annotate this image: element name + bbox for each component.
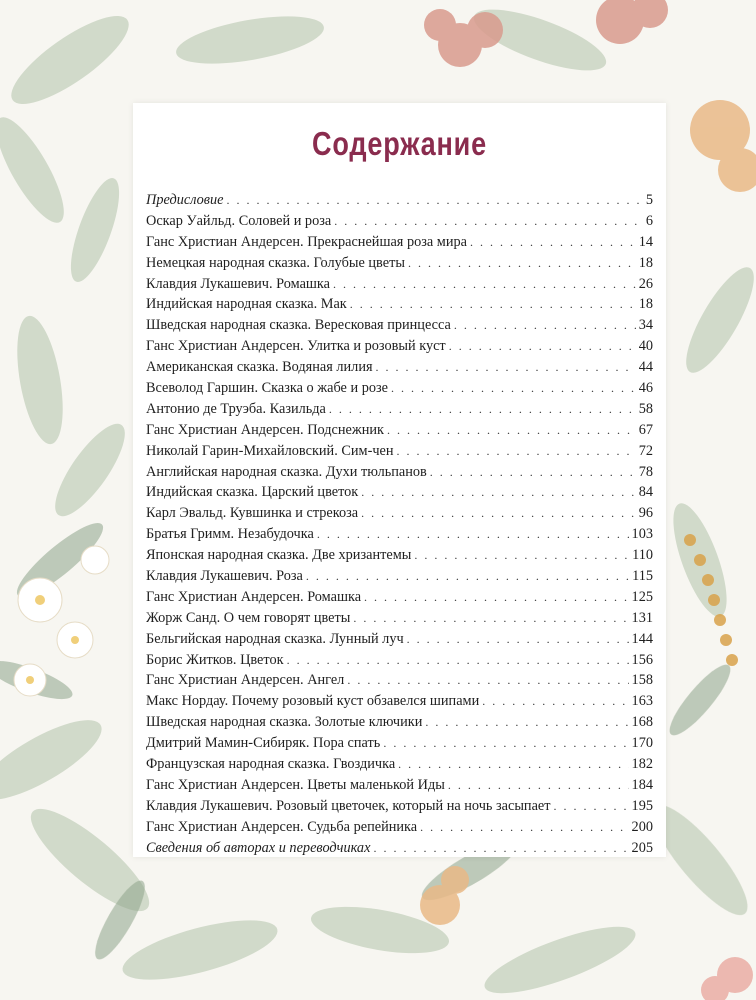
entry-author: Жорж Санд . — [146, 610, 224, 626]
leader-dots — [353, 611, 628, 626]
leader-dots — [376, 360, 636, 375]
entry-page: 144 — [631, 630, 653, 647]
entry-story: Цветы маленькой Иды — [307, 776, 445, 793]
entry-page: 46 — [638, 380, 653, 397]
entry-text — [146, 338, 446, 355]
toc-entry[interactable] — [146, 213, 653, 234]
entry-author: Индийская народная сказка . — [146, 296, 321, 312]
toc-back-entry[interactable] — [146, 840, 653, 861]
entry-story: Лунный луч — [329, 630, 404, 647]
entry-text — [146, 672, 344, 689]
entry-author: Клавдия Лукашевич . — [146, 276, 276, 292]
entry-page: 58 — [638, 400, 653, 417]
leader-dots — [449, 339, 636, 354]
entry-text — [146, 296, 347, 313]
toc-entry[interactable] — [146, 672, 653, 693]
entry-text — [146, 255, 405, 272]
toc-entry[interactable] — [146, 568, 653, 589]
entry-text — [146, 505, 358, 522]
entry-author: Ганс Христиан Андерсен . — [146, 234, 307, 250]
entry-page: 184 — [631, 776, 653, 793]
entry-page: 26 — [638, 275, 653, 292]
entry-author: Французская народная сказка . — [146, 756, 333, 772]
toc-entry[interactable] — [146, 359, 653, 380]
entry-page: 158 — [631, 672, 653, 689]
toc-entry[interactable] — [146, 338, 653, 359]
entry-page: 200 — [631, 818, 653, 835]
entry-text — [146, 610, 350, 627]
entry-story: Золотые ключики — [314, 714, 423, 731]
entry-author: Ганс Христиан Андерсен . — [146, 777, 307, 793]
entry-story: Мак — [320, 296, 347, 313]
entry-text — [146, 819, 417, 836]
leader-dots — [448, 778, 629, 793]
entry-page: 205 — [631, 839, 653, 856]
entry-author: Макс Нордау . — [146, 693, 232, 709]
entry-author: Немецкая народная сказка . — [146, 255, 314, 271]
entry-story: Две хризантемы — [312, 547, 412, 564]
entry-text — [146, 631, 404, 648]
leader-dots — [287, 653, 629, 668]
entry-text — [146, 589, 361, 606]
entry-story: Сим-чен — [341, 442, 394, 459]
leader-dots — [420, 820, 628, 835]
entry-author: Карл Эвальд . — [146, 505, 230, 521]
entry-story: Ромашка — [276, 275, 331, 292]
entry-author: Японская народная сказка . — [146, 547, 312, 563]
entry-author: Ганс Христиан Андерсен . — [146, 338, 307, 354]
leader-dots — [425, 715, 628, 730]
leader-dots — [334, 214, 643, 229]
table-of-contents — [146, 192, 653, 861]
entry-text — [146, 213, 331, 230]
entry-page: 40 — [638, 338, 653, 355]
entry-story: Почему розовый куст обзавелся шипами — [231, 693, 480, 710]
toc-entries — [146, 213, 653, 840]
leader-dots — [347, 673, 628, 688]
entry-page: 131 — [631, 609, 653, 626]
entry-title: Сведения об авторах и переводчиках — [146, 839, 371, 856]
entry-text — [146, 276, 330, 293]
entry-text — [146, 484, 358, 501]
toc-front-entry[interactable] — [146, 192, 653, 213]
entry-story: Духи тюльпанов — [325, 463, 427, 480]
leader-dots — [373, 841, 628, 856]
entry-author: Оскар Уайльд . — [146, 213, 239, 229]
entry-story: Ромашка — [307, 588, 362, 605]
entry-text — [146, 422, 384, 439]
leader-dots — [350, 297, 636, 312]
entry-story: Пора спать — [313, 735, 381, 752]
entry-story: Водяная лилия — [282, 359, 373, 376]
entry-page: 78 — [638, 463, 653, 480]
entry-page: 14 — [638, 233, 653, 250]
entry-story: Незабудочка — [237, 526, 314, 543]
toc-entry[interactable] — [146, 547, 653, 568]
entry-author: Всеволод Гаршин . — [146, 380, 262, 396]
toc-entry[interactable] — [146, 777, 653, 798]
toc-entry[interactable] — [146, 693, 653, 714]
toc-entry[interactable] — [146, 296, 653, 317]
leader-dots — [408, 256, 636, 271]
entry-page: 6 — [645, 212, 653, 229]
leader-dots — [361, 506, 636, 521]
toc-entry[interactable] — [146, 610, 653, 631]
entry-text — [146, 777, 445, 794]
toc-entry[interactable] — [146, 317, 653, 338]
entry-text — [146, 735, 380, 752]
entry-page: 44 — [638, 359, 653, 376]
entry-author: Дмитрий Мамин-Сибиряк . — [146, 735, 313, 751]
leader-dots — [414, 548, 629, 563]
contents-panel — [133, 103, 666, 857]
entry-story: Гвоздичка — [333, 756, 396, 773]
leader-dots — [226, 193, 642, 208]
toc-entry[interactable] — [146, 234, 653, 255]
toc-entry[interactable] — [146, 652, 653, 673]
toc-entry[interactable] — [146, 464, 653, 485]
entry-author: Николай Гарин-Михайловский . — [146, 443, 341, 459]
entry-author: Клавдия Лукашевич . — [146, 798, 276, 814]
entry-text — [146, 714, 422, 731]
leader-dots — [364, 590, 629, 605]
entry-page: 170 — [631, 735, 653, 752]
entry-author: Американская сказка . — [146, 359, 282, 375]
entry-story: Вересковая принцесса — [314, 317, 451, 334]
leader-dots — [306, 569, 629, 584]
toc-entry[interactable] — [146, 484, 653, 505]
leader-dots — [383, 736, 628, 751]
toc-entry[interactable] — [146, 526, 653, 547]
entry-page: 67 — [638, 421, 653, 438]
toc-entry[interactable] — [146, 255, 653, 276]
entry-story: Голубые цветы — [313, 254, 405, 271]
entry-page: 163 — [631, 693, 653, 710]
toc-entry[interactable] — [146, 798, 653, 819]
leader-dots — [430, 465, 636, 480]
entry-story: Розовый цветочек, который на ночь засыпает — [276, 797, 551, 814]
entry-text — [146, 568, 303, 585]
entry-page: 72 — [638, 442, 653, 459]
toc-entry[interactable] — [146, 714, 653, 735]
entry-page: 84 — [638, 484, 653, 501]
leader-dots — [391, 381, 636, 396]
page-title: Содержание — [312, 125, 487, 162]
entry-author: Шведская народная сказка . — [146, 714, 315, 730]
entry-story: Роза — [276, 568, 303, 585]
leader-dots — [329, 402, 636, 417]
entry-text — [146, 756, 395, 773]
leader-dots — [397, 444, 636, 459]
entry-text — [146, 443, 394, 460]
entry-page: 182 — [631, 756, 653, 773]
entry-story: Улитка и розовый куст — [307, 338, 446, 355]
leader-dots — [387, 423, 636, 438]
entry-story: Сказка о жабе и розе — [261, 380, 388, 397]
entry-author: Ганс Христиан Андерсен . — [146, 819, 307, 835]
entry-author: Братья Гримм . — [146, 526, 238, 542]
entry-text — [146, 547, 411, 564]
entry-text — [146, 798, 551, 815]
entry-story: Казильда — [269, 400, 326, 417]
entry-story: Подснежник — [307, 421, 384, 438]
entry-page: 195 — [631, 797, 653, 814]
leader-dots — [333, 277, 636, 292]
toc-entry[interactable] — [146, 380, 653, 401]
entry-story: Соловей и роза — [238, 212, 332, 229]
entry-text — [146, 464, 427, 481]
entry-page: 18 — [638, 296, 653, 313]
entry-page: 103 — [631, 526, 653, 543]
entry-page: 168 — [631, 714, 653, 731]
toc-entry[interactable] — [146, 401, 653, 422]
entry-story: Цветок — [240, 651, 284, 668]
entry-author: Английская народная сказка . — [146, 464, 326, 480]
entry-story: Ангел — [307, 672, 345, 689]
toc-entry[interactable] — [146, 276, 653, 297]
entry-author: Антонио де Труэба . — [146, 401, 270, 417]
entry-text — [146, 380, 388, 397]
entry-author: Бельгийская народная сказка . — [146, 631, 330, 647]
toc-entry[interactable] — [146, 631, 653, 652]
leader-dots — [398, 757, 628, 772]
entry-page: 110 — [632, 547, 653, 564]
entry-story: Царский цветок — [261, 484, 359, 501]
entry-page: 5 — [645, 192, 653, 208]
entry-text — [146, 526, 314, 543]
leader-dots — [361, 485, 635, 500]
entry-page: 18 — [638, 254, 653, 271]
entry-text — [146, 693, 479, 710]
toc-entry[interactable] — [146, 443, 653, 464]
entry-text — [146, 317, 451, 334]
entry-page: 34 — [638, 317, 653, 334]
entry-author: Индийская сказка . — [146, 484, 261, 500]
entry-text — [146, 401, 326, 418]
entry-text — [146, 359, 373, 376]
toc-entry[interactable] — [146, 735, 653, 756]
entry-text — [146, 234, 467, 251]
entry-author: Клавдия Лукашевич . — [146, 568, 276, 584]
leader-dots — [554, 799, 629, 814]
entry-title: Предисловие — [146, 192, 224, 208]
entry-text — [146, 652, 284, 669]
entry-story: О чем говорят цветы — [223, 609, 351, 626]
toc-entry[interactable] — [146, 505, 653, 526]
toc-entry[interactable] — [146, 589, 653, 610]
toc-entry[interactable] — [146, 422, 653, 443]
entry-author: Борис Житков . — [146, 652, 240, 668]
leader-dots — [482, 694, 628, 709]
entry-page: 125 — [631, 588, 653, 605]
entry-story: Судьба репейника — [307, 818, 418, 835]
leader-dots — [407, 632, 629, 647]
entry-page: 115 — [632, 568, 653, 585]
entry-story: Кувшинка и стрекоза — [229, 505, 359, 522]
leader-dots — [470, 235, 636, 250]
entry-page: 156 — [631, 651, 653, 668]
entry-author: Ганс Христиан Андерсен . — [146, 422, 307, 438]
entry-author: Ганс Христиан Андерсен . — [146, 672, 307, 688]
leader-dots — [454, 318, 636, 333]
entry-story: Прекраснейшая роза мира — [307, 233, 468, 250]
toc-entry[interactable] — [146, 819, 653, 840]
leader-dots — [317, 527, 629, 542]
toc-entry[interactable] — [146, 756, 653, 777]
entry-page: 96 — [638, 505, 653, 522]
entry-author: Шведская народная сказка . — [146, 317, 315, 333]
entry-author: Ганс Христиан Андерсен . — [146, 589, 307, 605]
